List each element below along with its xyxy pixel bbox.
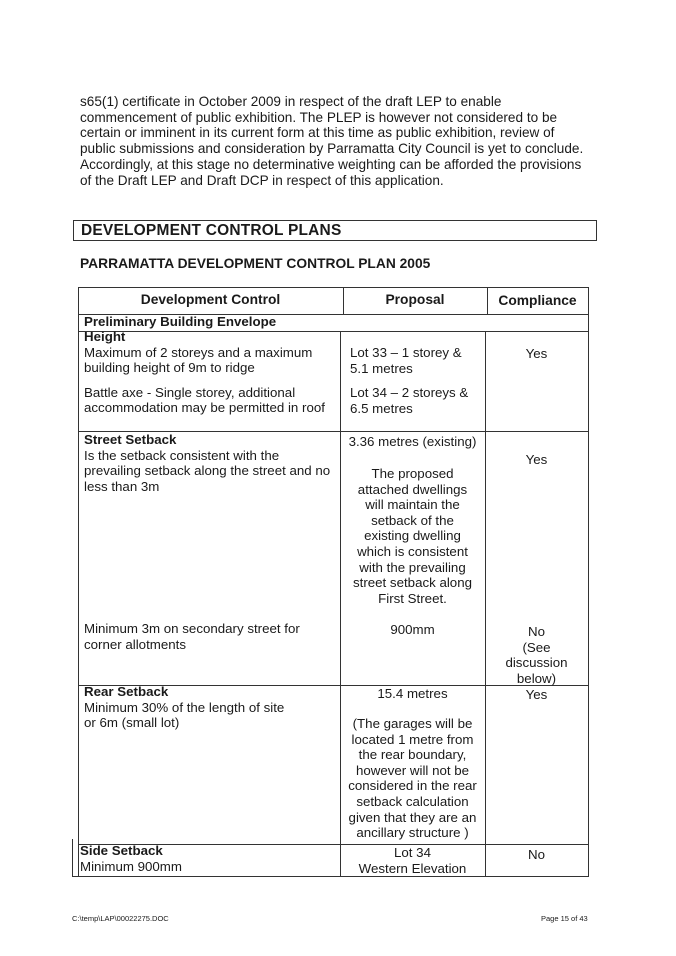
intro-paragraph	[80, 94, 600, 188]
side-setback-proposal: Lot 34 Western Elevation	[358, 845, 467, 876]
column-header: Compliance	[498, 293, 577, 308]
side-setback-control	[80, 843, 182, 874]
column-header: Development Control	[140, 292, 281, 307]
rear-setback-proposal-detail: (The garages will be located 1 metre from the rear boundary, however will not be considered in the rear setback calculation given that they are an ancillary structure )	[348, 716, 477, 841]
side-setback-compliance: No	[528, 847, 545, 862]
control-text: or 6m (small lot)	[84, 715, 180, 731]
proposal-text: 6.5 metres	[350, 400, 413, 416]
height-title: Height	[84, 329, 126, 344]
table-border	[78, 287, 79, 877]
street-setback-proposal-secondary: 900mm	[390, 622, 435, 637]
section-title: DEVELOPMENT CONTROL PLANS	[81, 222, 342, 239]
side-setback-title: Side Setback	[80, 843, 163, 858]
control-text: less than 3m	[84, 478, 160, 494]
street-setback-control	[84, 432, 330, 494]
street-setback-proposal: 3.36 metres (existing)	[348, 434, 477, 449]
height-control	[84, 329, 325, 416]
column-header: Proposal	[385, 292, 445, 307]
street-setback-title: Street Setback	[84, 432, 177, 447]
control-text: Maximum of 2 storeys and a maximum	[84, 344, 313, 360]
rear-setback-control	[84, 684, 284, 731]
control-text: Is the setback consistent with the	[84, 447, 280, 463]
street-setback-compliance: Yes	[525, 452, 548, 467]
table-border	[588, 287, 589, 877]
intro-line: certain or imminent in its current form at this time as public exhibition, review of	[80, 125, 555, 141]
height-compliance: Yes	[525, 346, 548, 361]
rear-setback-proposal: 15.4 metres	[377, 686, 448, 701]
control-text: Minimum 3m on secondary street for	[84, 621, 300, 636]
section-heading-box	[73, 220, 597, 241]
intro-line: Accordingly, at this stage no determinative weighting can be afforded the provisions	[80, 156, 582, 172]
footer-file-path: C:\temp\LAP\00022275.DOC	[72, 914, 169, 923]
control-text: corner allotments	[84, 636, 186, 652]
dcp-subheading: PARRAMATTA DEVELOPMENT CONTROL PLAN 2005	[80, 256, 431, 271]
control-text: prevailing setback along the street and no	[84, 463, 331, 479]
footer-page-number: Page 15 of 43	[541, 914, 588, 923]
street-setback-compliance-secondary: No (See discussion below)	[505, 624, 568, 686]
row-divider	[72, 876, 589, 877]
intro-line: public submissions and consideration by Parramatta City Council is yet to conclude.	[80, 141, 584, 157]
table-border	[72, 839, 73, 877]
height-proposal	[350, 345, 468, 416]
proposal-text: 5.1 metres	[350, 360, 413, 376]
group-row-label: Preliminary Building Envelope	[84, 314, 277, 329]
compliance-table	[72, 287, 589, 877]
intro-line: commencement of public exhibition. The PLEP is however not considered to be	[80, 109, 558, 125]
control-text: building height of 9m to ridge	[84, 360, 255, 376]
rear-setback-compliance: Yes	[525, 687, 548, 702]
column-divider	[485, 331, 486, 877]
row-divider	[78, 287, 588, 288]
street-setback-control-secondary	[84, 621, 300, 652]
proposal-text: Lot 34 – 2 storeys &	[350, 385, 469, 401]
rear-setback-title: Rear Setback	[84, 684, 169, 699]
street-setback-proposal-detail: The proposed attached dwellings will maintain the setback of the existing dwelling which is consistent with the prevailing street setback along First Street.	[352, 466, 472, 606]
intro-line: s65(1) certificate in October 2009 in respect of the draft LEP to enable	[80, 94, 502, 109]
control-text: Minimum 30% of the length of site	[84, 699, 285, 715]
proposal-text: Lot 33 – 1 storey &	[350, 345, 462, 360]
intro-line: of the Draft LEP and Draft DCP in respect of this application.	[80, 172, 444, 188]
control-text: Battle axe - Single storey, additional	[84, 384, 296, 400]
control-text: Minimum 900mm	[80, 858, 182, 874]
control-text: accommodation may be permitted in roof	[84, 400, 325, 416]
